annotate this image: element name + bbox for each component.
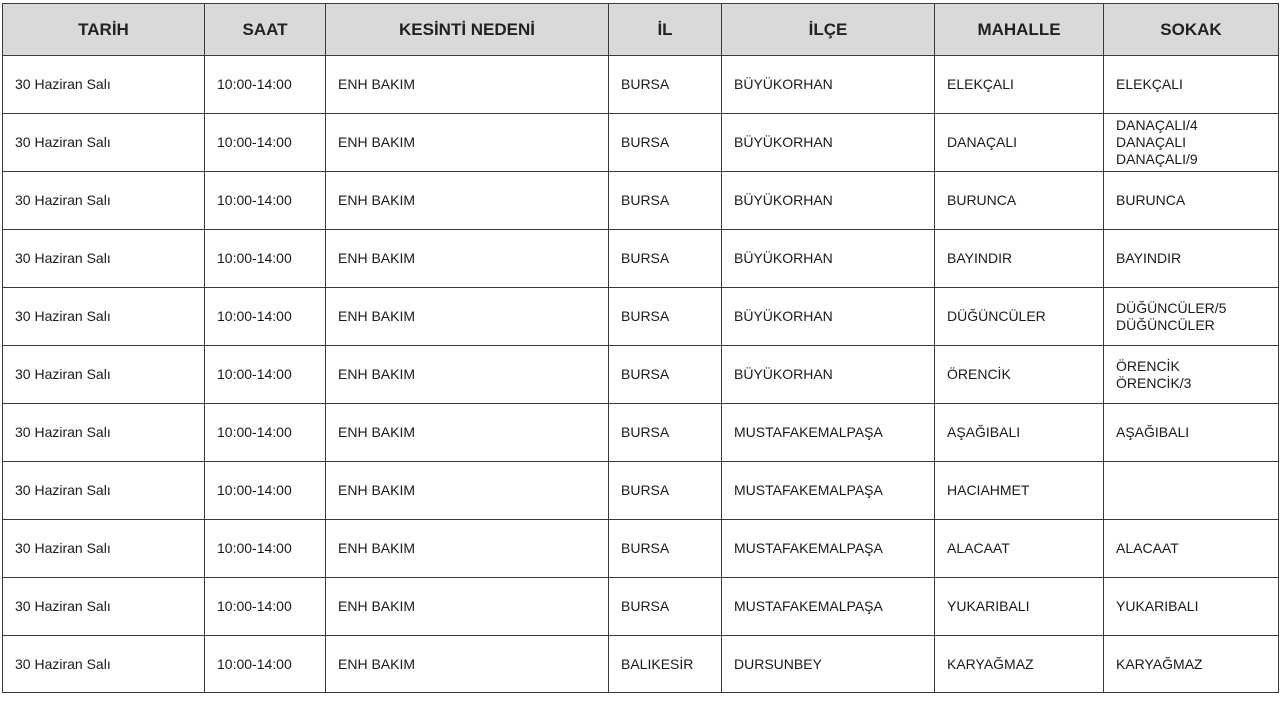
sokak-cell bbox=[1104, 230, 1279, 288]
tarih-cell bbox=[3, 520, 205, 578]
sokak-text: KARYAĞMAZ bbox=[1116, 655, 1203, 672]
saat-cell bbox=[205, 56, 326, 114]
tarih-cell bbox=[3, 346, 205, 404]
kesinti-nedeni-cell bbox=[326, 404, 609, 462]
kesinti-nedeni-text: ENH BAKIM bbox=[338, 76, 416, 92]
kesinti-nedeni-cell bbox=[326, 346, 609, 404]
kesinti-nedeni-cell bbox=[326, 230, 609, 288]
kesinti-nedeni-text: ENH BAKIM bbox=[338, 134, 416, 150]
tarih-cell bbox=[3, 288, 205, 346]
mahalle-cell bbox=[935, 230, 1104, 288]
ilce-text: BÜYÜKORHAN bbox=[734, 134, 833, 150]
sokak-text: AŞAĞIBALI bbox=[1116, 424, 1190, 440]
kesinti-nedeni-text: ENH BAKIM bbox=[338, 250, 416, 266]
il-text: BURSA bbox=[621, 76, 670, 92]
saat-text: 10:00-14:00 bbox=[217, 424, 292, 440]
il-text: BURSA bbox=[621, 250, 670, 266]
kesinti-nedeni-cell bbox=[326, 114, 609, 172]
kesinti-nedeni-text: ENH BAKIM bbox=[338, 192, 416, 208]
sokak-text: DÜĞÜNCÜLER/5 DÜĞÜNCÜLER bbox=[1116, 299, 1227, 333]
sokak-cell bbox=[1104, 578, 1279, 636]
ilce-text: BÜYÜKORHAN bbox=[734, 76, 833, 92]
ilce-cell bbox=[722, 520, 935, 578]
mahalle-text: BAYINDIR bbox=[947, 250, 1013, 266]
saat-cell bbox=[205, 172, 326, 230]
sokak-cell bbox=[1104, 636, 1279, 693]
mahalle-cell bbox=[935, 578, 1104, 636]
tarih-cell bbox=[3, 172, 205, 230]
ilce-cell bbox=[722, 404, 935, 462]
mahalle-cell bbox=[935, 288, 1104, 346]
tarih-cell bbox=[3, 114, 205, 172]
sokak-cell bbox=[1104, 462, 1279, 520]
il-text: BURSA bbox=[621, 540, 670, 556]
il-cell bbox=[609, 114, 722, 172]
table-row bbox=[3, 636, 1279, 693]
mahalle-cell bbox=[935, 636, 1104, 693]
kesinti-nedeni-cell bbox=[326, 172, 609, 230]
saat-cell bbox=[205, 114, 326, 172]
saat-text: 10:00-14:00 bbox=[217, 134, 292, 150]
sokak-text: ALACAAT bbox=[1116, 540, 1179, 556]
mahalle-text: DÜĞÜNCÜLER bbox=[947, 308, 1046, 324]
mahalle-cell bbox=[935, 114, 1104, 172]
tarih-text: 30 Haziran Salı bbox=[15, 192, 111, 208]
tarih-text: 30 Haziran Salı bbox=[15, 134, 111, 150]
saat-text: 10:00-14:00 bbox=[217, 655, 292, 672]
tarih-text: 30 Haziran Salı bbox=[15, 598, 111, 614]
kesinti-nedeni-cell bbox=[326, 56, 609, 114]
sokak-cell bbox=[1104, 288, 1279, 346]
il-cell bbox=[609, 346, 722, 404]
mahalle-text: KARYAĞMAZ bbox=[947, 655, 1034, 672]
kesinti-nedeni-cell bbox=[326, 520, 609, 578]
saat-cell bbox=[205, 462, 326, 520]
ilce-cell bbox=[722, 636, 935, 693]
table-row bbox=[3, 578, 1279, 636]
kesinti-nedeni-cell bbox=[326, 462, 609, 520]
ilce-cell bbox=[722, 230, 935, 288]
ilce-text: MUSTAFAKEMALPAŞA bbox=[734, 598, 883, 614]
header-saat: SAAT bbox=[205, 4, 326, 56]
sokak-text: ELEKÇALI bbox=[1116, 76, 1183, 92]
ilce-text: BÜYÜKORHAN bbox=[734, 366, 833, 382]
tarih-text: 30 Haziran Salı bbox=[15, 366, 111, 382]
kesinti-nedeni-text: ENH BAKIM bbox=[338, 482, 416, 498]
table-row bbox=[3, 404, 1279, 462]
il-cell bbox=[609, 578, 722, 636]
mahalle-cell bbox=[935, 346, 1104, 404]
kesinti-nedeni-text: ENH BAKIM bbox=[338, 540, 416, 556]
saat-text: 10:00-14:00 bbox=[217, 192, 292, 208]
sokak-cell bbox=[1104, 114, 1279, 172]
ilce-text: DURSUNBEY bbox=[734, 655, 822, 672]
table-body bbox=[3, 56, 1279, 693]
mahalle-cell bbox=[935, 404, 1104, 462]
mahalle-text: ELEKÇALI bbox=[947, 76, 1014, 92]
table-row bbox=[3, 346, 1279, 404]
il-cell bbox=[609, 462, 722, 520]
ilce-cell bbox=[722, 346, 935, 404]
header-sokak: SOKAK bbox=[1104, 4, 1279, 56]
ilce-text: MUSTAFAKEMALPAŞA bbox=[734, 424, 883, 440]
tarih-text: 30 Haziran Salı bbox=[15, 482, 111, 498]
tarih-cell bbox=[3, 462, 205, 520]
header-ilce: İLÇE bbox=[722, 4, 935, 56]
header-il: İL bbox=[609, 4, 722, 56]
header-mahalle: MAHALLE bbox=[935, 4, 1104, 56]
il-cell bbox=[609, 520, 722, 578]
il-text: BURSA bbox=[621, 424, 670, 440]
tarih-text: 30 Haziran Salı bbox=[15, 424, 111, 440]
sokak-text: BURUNCA bbox=[1116, 192, 1186, 208]
header-kesinti-nedeni: KESİNTİ NEDENİ bbox=[326, 4, 609, 56]
ilce-text: MUSTAFAKEMALPAŞA bbox=[734, 540, 883, 556]
mahalle-text: YUKARIBALI bbox=[947, 598, 1030, 614]
tarih-cell bbox=[3, 404, 205, 462]
kesinti-nedeni-cell bbox=[326, 288, 609, 346]
il-text: BURSA bbox=[621, 482, 670, 498]
ilce-text: BÜYÜKORHAN bbox=[734, 192, 833, 208]
kesinti-nedeni-cell bbox=[326, 636, 609, 693]
tarih-cell bbox=[3, 230, 205, 288]
tarih-text: 30 Haziran Salı bbox=[15, 250, 111, 266]
ilce-cell bbox=[722, 288, 935, 346]
sokak-cell bbox=[1104, 172, 1279, 230]
kesinti-nedeni-text: ENH BAKIM bbox=[338, 308, 416, 324]
kesinti-nedeni-text: ENH BAKIM bbox=[338, 366, 416, 382]
ilce-text: MUSTAFAKEMALPAŞA bbox=[734, 482, 883, 498]
mahalle-cell bbox=[935, 462, 1104, 520]
mahalle-cell bbox=[935, 56, 1104, 114]
saat-text: 10:00-14:00 bbox=[217, 366, 292, 382]
header-row bbox=[3, 4, 1279, 56]
ilce-cell bbox=[722, 114, 935, 172]
saat-cell bbox=[205, 578, 326, 636]
saat-cell bbox=[205, 230, 326, 288]
table-row bbox=[3, 56, 1279, 114]
table-row bbox=[3, 172, 1279, 230]
saat-text: 10:00-14:00 bbox=[217, 482, 292, 498]
sokak-cell bbox=[1104, 520, 1279, 578]
header-tarih: TARİH bbox=[3, 4, 205, 56]
il-cell bbox=[609, 636, 722, 693]
mahalle-text: AŞAĞIBALI bbox=[947, 424, 1021, 440]
table-row bbox=[3, 230, 1279, 288]
saat-cell bbox=[205, 636, 326, 693]
il-cell bbox=[609, 172, 722, 230]
saat-text: 10:00-14:00 bbox=[217, 250, 292, 266]
tarih-text: 30 Haziran Salı bbox=[15, 540, 111, 556]
il-cell bbox=[609, 56, 722, 114]
il-text: BURSA bbox=[621, 192, 670, 208]
il-text: BALIKESİR bbox=[621, 655, 694, 672]
tarih-cell bbox=[3, 636, 205, 693]
outage-table bbox=[2, 3, 1279, 693]
kesinti-nedeni-text: ENH BAKIM bbox=[338, 598, 416, 614]
sokak-cell bbox=[1104, 56, 1279, 114]
kesinti-nedeni-cell bbox=[326, 578, 609, 636]
tarih-cell bbox=[3, 578, 205, 636]
table-header bbox=[3, 4, 1279, 56]
tarih-text: 30 Haziran Salı bbox=[15, 76, 111, 92]
table-row bbox=[3, 520, 1279, 578]
ilce-text: BÜYÜKORHAN bbox=[734, 308, 833, 324]
saat-text: 10:00-14:00 bbox=[217, 76, 292, 92]
il-cell bbox=[609, 288, 722, 346]
ilce-cell bbox=[722, 462, 935, 520]
ilce-cell bbox=[722, 172, 935, 230]
saat-cell bbox=[205, 346, 326, 404]
mahalle-cell bbox=[935, 172, 1104, 230]
tarih-text: 30 Haziran Salı bbox=[15, 308, 111, 324]
mahalle-text: HACIAHMET bbox=[947, 482, 1030, 498]
ilce-text: BÜYÜKORHAN bbox=[734, 250, 833, 266]
sokak-text: YUKARIBALI bbox=[1116, 598, 1199, 614]
table-row bbox=[3, 288, 1279, 346]
sokak-cell bbox=[1104, 346, 1279, 404]
mahalle-text: ALACAAT bbox=[947, 540, 1010, 556]
mahalle-cell bbox=[935, 520, 1104, 578]
sokak-text: DANAÇALI/4 DANAÇALI DANAÇALI/9 bbox=[1116, 117, 1198, 167]
tarih-text: 30 Haziran Salı bbox=[15, 655, 111, 672]
ilce-cell bbox=[722, 578, 935, 636]
kesinti-nedeni-text: ENH BAKIM bbox=[338, 424, 416, 440]
ilce-cell bbox=[722, 56, 935, 114]
il-cell bbox=[609, 230, 722, 288]
il-text: BURSA bbox=[621, 598, 670, 614]
sokak-text: ÖRENCİK ÖRENCİK/3 bbox=[1116, 357, 1192, 391]
tarih-cell bbox=[3, 56, 205, 114]
saat-text: 10:00-14:00 bbox=[217, 540, 292, 556]
saat-text: 10:00-14:00 bbox=[217, 308, 292, 324]
sokak-cell bbox=[1104, 404, 1279, 462]
kesinti-nedeni-text: ENH BAKIM bbox=[338, 655, 416, 672]
mahalle-text: ÖRENCİK bbox=[947, 366, 1011, 382]
mahalle-text: DANAÇALI bbox=[947, 134, 1018, 150]
table-row bbox=[3, 114, 1279, 172]
il-text: BURSA bbox=[621, 134, 670, 150]
saat-cell bbox=[205, 404, 326, 462]
il-text: BURSA bbox=[621, 366, 670, 382]
table-row bbox=[3, 462, 1279, 520]
saat-cell bbox=[205, 288, 326, 346]
saat-text: 10:00-14:00 bbox=[217, 598, 292, 614]
sokak-text: BAYINDIR bbox=[1116, 250, 1182, 266]
il-cell bbox=[609, 404, 722, 462]
il-text: BURSA bbox=[621, 308, 670, 324]
mahalle-text: BURUNCA bbox=[947, 192, 1017, 208]
saat-cell bbox=[205, 520, 326, 578]
